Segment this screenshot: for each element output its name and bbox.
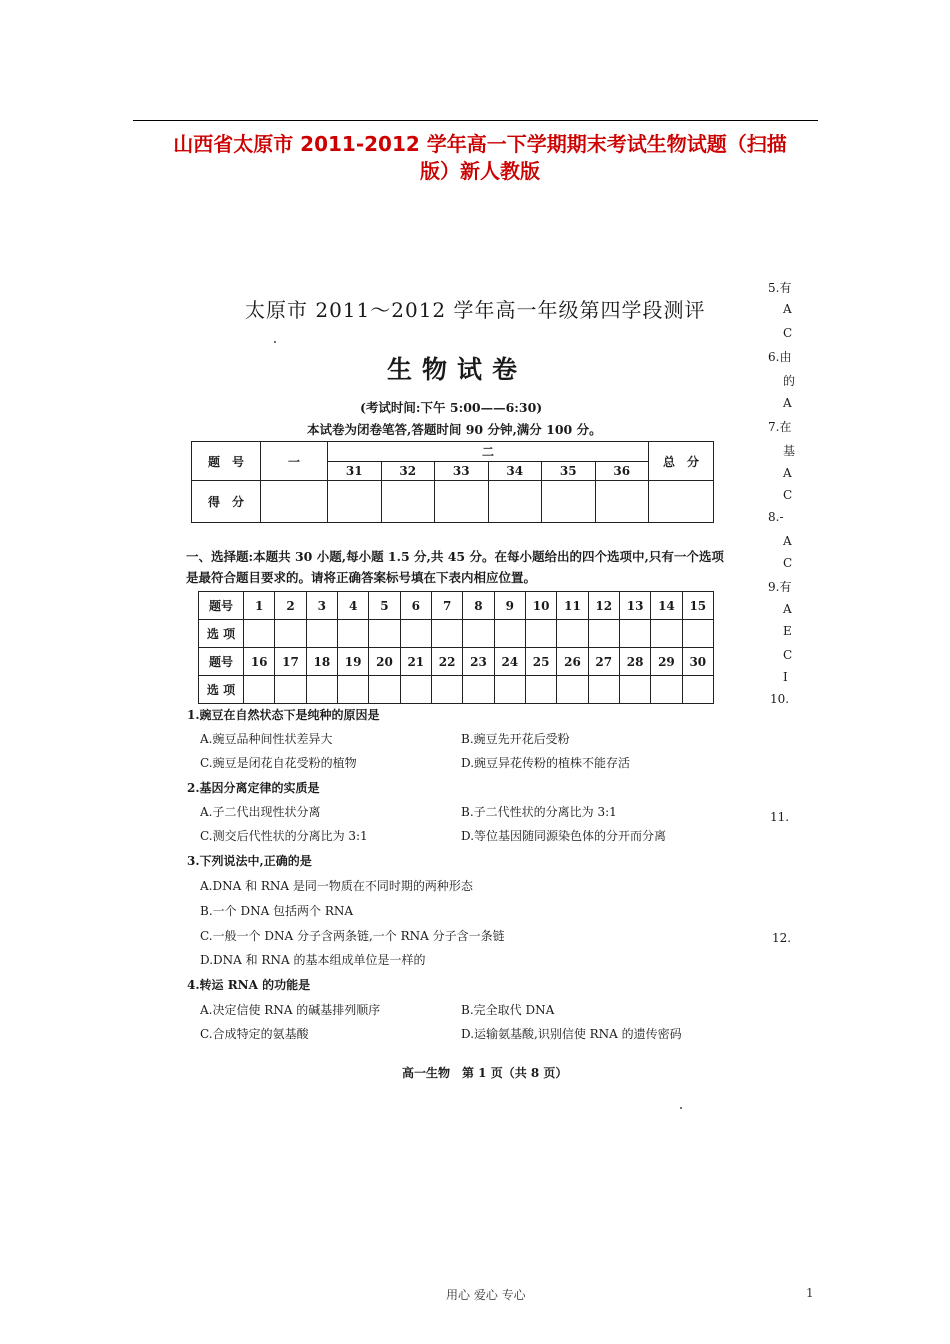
- exam-title: 太原市 2011～2012 学年高一年级第四学段测评: [245, 298, 706, 322]
- question-2-option-c: C.测交后代性状的分离比为 3:1: [200, 829, 368, 843]
- score-sub-col: 32: [381, 462, 435, 481]
- answer-cell: [525, 620, 556, 648]
- answer-cell: [494, 676, 525, 704]
- answer-cell: [619, 676, 650, 704]
- answer-cell: 16: [244, 648, 275, 676]
- answer-choice-row: [199, 676, 714, 704]
- answer-cell: 23: [463, 648, 494, 676]
- answer-cell: 18: [306, 648, 337, 676]
- answer-cell: 9: [494, 592, 525, 620]
- score-cell: [649, 481, 714, 523]
- score-cell: [595, 481, 649, 523]
- question-1-option-d: D.豌豆异花传粉的植株不能存活: [461, 756, 631, 770]
- answer-cell: [682, 676, 713, 704]
- score-sub-col: 31: [328, 462, 382, 481]
- margin-fragment: C: [783, 326, 793, 340]
- answer-choice-row: [199, 620, 714, 648]
- document-title-line2: 版）新人教版: [420, 159, 540, 183]
- header-rule: [133, 120, 818, 121]
- answer-cell: [337, 676, 368, 704]
- answer-cell: [275, 676, 306, 704]
- answer-cell: 11: [557, 592, 588, 620]
- score-table: [191, 441, 714, 523]
- answer-cell: [400, 676, 431, 704]
- document-title-line1: 山西省太原市 2011-2012 学年高一下学期期末考试生物试题（扫描: [173, 132, 787, 156]
- answer-cell: 13: [619, 592, 650, 620]
- question-4-option-a: A.决定信使 RNA 的碱基排列顺序: [200, 1003, 381, 1017]
- answer-cell: [400, 620, 431, 648]
- answer-cell: 24: [494, 648, 525, 676]
- answer-number-row: [199, 592, 714, 620]
- answer-cell: [306, 676, 337, 704]
- answer-cell: 22: [431, 648, 462, 676]
- answer-cell: [682, 620, 713, 648]
- score-col-two: 二: [328, 442, 649, 462]
- answer-cell: [525, 676, 556, 704]
- answer-cell: [588, 676, 619, 704]
- answer-cell: 19: [337, 648, 368, 676]
- question-1-stem: 1.豌豆在自然状态下是纯种的原因是: [187, 708, 380, 722]
- answer-cell: 20: [369, 648, 400, 676]
- document-title: [140, 131, 820, 185]
- answer-cell: 5: [369, 592, 400, 620]
- answer-cell: 17: [275, 648, 306, 676]
- margin-fragment: 的: [783, 374, 796, 388]
- score-points-label: 得 分: [192, 481, 261, 523]
- question-2-option-d: D.等位基因随同源染色体的分开而分离: [461, 829, 667, 843]
- answer-cell: [463, 620, 494, 648]
- question-4-stem: 4.转运 RNA 的功能是: [187, 978, 311, 992]
- answer-cell: [651, 620, 682, 648]
- margin-fragment: A: [783, 302, 792, 316]
- answer-cell: 26: [557, 648, 588, 676]
- margin-fragment: 9.有: [768, 580, 792, 594]
- score-col-one: 一: [261, 442, 328, 481]
- margin-fragment: 7.在: [768, 420, 792, 434]
- answer-cell: [651, 676, 682, 704]
- answer-cell: [494, 620, 525, 648]
- score-sub-col: 34: [488, 462, 542, 481]
- bottom-footer: 用心 爱心 专心: [446, 1288, 526, 1302]
- answer-cell: 1: [244, 592, 275, 620]
- answer-cell: 28: [619, 648, 650, 676]
- subject-title: 生物试卷: [387, 355, 528, 384]
- answer-cell: [619, 620, 650, 648]
- answer-choice-label: 选 项: [199, 620, 244, 648]
- margin-fragment: 10.: [770, 692, 790, 706]
- answer-cell: 21: [400, 648, 431, 676]
- margin-fragment: C: [783, 556, 793, 570]
- answer-cell: [369, 676, 400, 704]
- score-sub-col: 36: [595, 462, 649, 481]
- score-sub-col: 35: [542, 462, 596, 481]
- answer-cell: [557, 676, 588, 704]
- answer-cell: 30: [682, 648, 713, 676]
- answer-num-label: 题号: [199, 592, 244, 620]
- question-1-option-c: C.豌豆是闭花自花受粉的植物: [200, 756, 357, 770]
- answer-cell: [275, 620, 306, 648]
- exam-time: (考试时间:下午 5:00——6:30): [360, 400, 543, 415]
- margin-fragment: 基: [783, 444, 796, 458]
- margin-fragment: 5.有: [768, 281, 792, 295]
- answer-table: [198, 591, 714, 704]
- answer-cell: [588, 620, 619, 648]
- score-cell: [261, 481, 328, 523]
- score-sub-col: 33: [435, 462, 489, 481]
- answer-cell: 27: [588, 648, 619, 676]
- answer-cell: [244, 620, 275, 648]
- scan-speck: [680, 1107, 682, 1109]
- answer-cell: [306, 620, 337, 648]
- margin-fragment: C: [783, 648, 793, 662]
- margin-fragment: E: [783, 624, 792, 638]
- section1-intro: 一、选择题:本题共 30 小题,每小题 1.5 分,共 45 分。在每小题给出的四个选项中,只有一个选项是最符合题目要求的。请将正确答案标号填在下表内相应位置。: [186, 549, 724, 585]
- question-4-option-d: D.运输氨基酸,识别信使 RNA 的遗传密码: [461, 1027, 682, 1041]
- answer-number-row: [199, 648, 714, 676]
- answer-cell: 25: [525, 648, 556, 676]
- answer-cell: 4: [337, 592, 368, 620]
- margin-fragment: 11.: [770, 810, 790, 824]
- question-2-option-a: A.子二代出现性状分离: [200, 805, 321, 819]
- answer-cell: [557, 620, 588, 648]
- answer-cell: 3: [306, 592, 337, 620]
- score-cell: [435, 481, 489, 523]
- answer-cell: 2: [275, 592, 306, 620]
- question-3-stem: 3.下列说法中,正确的是: [187, 854, 312, 868]
- answer-choice-label: 选 项: [199, 676, 244, 704]
- margin-fragment: A: [783, 534, 792, 548]
- question-4-option-c: C.合成特定的氨基酸: [200, 1027, 309, 1041]
- margin-fragment: I: [783, 670, 788, 684]
- margin-fragment: 12.: [772, 931, 792, 945]
- answer-num-label: 题号: [199, 648, 244, 676]
- exam-note: 本试卷为闭卷笔答,答题时间 90 分钟,满分 100 分。: [307, 422, 602, 437]
- answer-cell: 10: [525, 592, 556, 620]
- answer-cell: 29: [651, 648, 682, 676]
- answer-cell: [244, 676, 275, 704]
- score-row-label: 题 号: [192, 442, 261, 481]
- scan-speck: [274, 341, 276, 343]
- question-2-stem: 2.基因分离定律的实质是: [187, 781, 320, 795]
- score-cell: [381, 481, 435, 523]
- question-3-option-c: C.一般一个 DNA 分子含两条链,一个 RNA 分子含一条链: [200, 929, 505, 943]
- answer-cell: 12: [588, 592, 619, 620]
- question-1-option-b: B.豌豆先开花后受粉: [461, 732, 570, 746]
- answer-cell: 15: [682, 592, 713, 620]
- question-2-option-b: B.子二代性状的分离比为 3:1: [461, 805, 617, 819]
- margin-fragment: A: [783, 602, 792, 616]
- question-1-option-a: A.豌豆品种间性状差异大: [200, 732, 333, 746]
- answer-cell: [369, 620, 400, 648]
- question-4-option-b: B.完全取代 DNA: [461, 1003, 555, 1017]
- scan-page-footer: 高一生物 第 1 页（共 8 页）: [402, 1066, 568, 1080]
- answer-cell: [337, 620, 368, 648]
- margin-fragment: 6.由: [768, 350, 792, 364]
- score-cell: [488, 481, 542, 523]
- score-col-total: 总 分: [649, 442, 714, 481]
- question-3-option-b: B.一个 DNA 包括两个 RNA: [200, 904, 354, 918]
- margin-fragment: A: [783, 396, 792, 410]
- answer-cell: 7: [431, 592, 462, 620]
- answer-cell: [431, 676, 462, 704]
- answer-cell: [431, 620, 462, 648]
- question-3-option-d: D.DNA 和 RNA 的基本组成单位是一样的: [200, 953, 426, 967]
- margin-fragment: A: [783, 466, 792, 480]
- answer-cell: 14: [651, 592, 682, 620]
- page-number: 1: [806, 1286, 814, 1300]
- margin-fragment: 8.-: [768, 510, 784, 524]
- margin-fragment: C: [783, 488, 793, 502]
- answer-cell: 6: [400, 592, 431, 620]
- question-3-option-a: A.DNA 和 RNA 是同一物质在不同时期的两种形态: [200, 879, 473, 893]
- answer-cell: 8: [463, 592, 494, 620]
- answer-cell: [463, 676, 494, 704]
- score-cell: [328, 481, 382, 523]
- score-cell: [542, 481, 596, 523]
